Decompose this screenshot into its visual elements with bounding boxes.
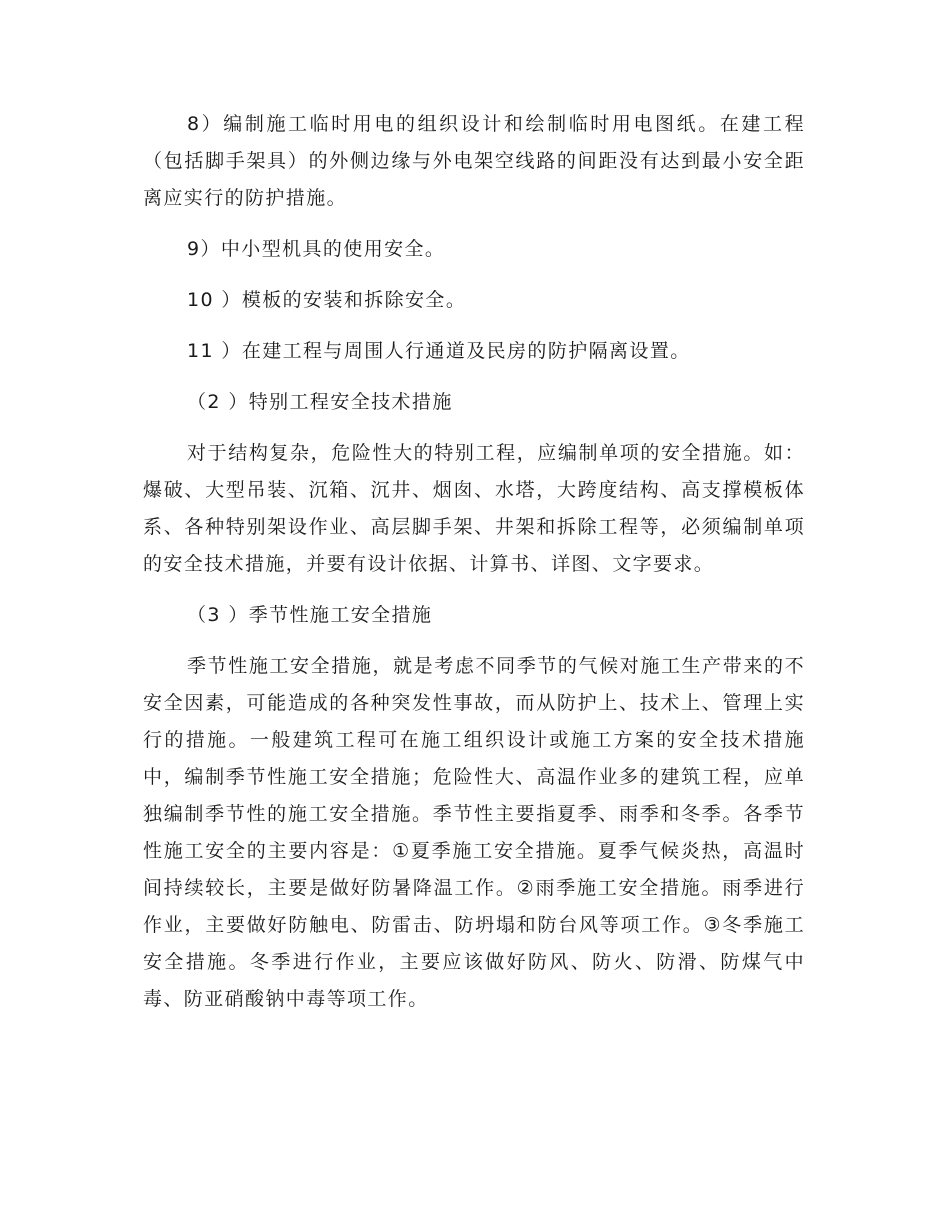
- paragraph-item-9: 9）中小型机具的使用安全。: [187, 238, 446, 260]
- paragraph-special-projects: 对于结构复杂，危险性大的特别工程，应编制单项的安全措施。如：爆破、大型吊装、沉箱、沉井、烟囱、水塔，大跨度结构、高支撑模板体系、各种特别架设作业、高层脚手架、井架和拆除工程等，必须编制单项的安全技术措施，并要有设计依据、计算书、详图、文字要求。: [143, 442, 805, 575]
- paragraph-item-8: 8）编制施工临时用电的组织设计和绘制临时用电图纸。在建工程（包括脚手架具）的外侧边缘与外电架空线路的间距没有达到最小安全距离应实行的防护措施。: [143, 113, 805, 209]
- section-heading-special-projects: （2 ）特别工程安全技术措施: [187, 391, 453, 413]
- paragraph-seasonal: 季节性施工安全措施，就是考虑不同季节的气候对施工生产带来的不安全因素，可能造成的各种突发性事故，而从防护上、技术上、管理上实行的措施。一般建筑工程可在施工组织设计或施工方案的安全技术措施中，编制季节性施工安全措施；危险性大、高温作业多的建筑工程，应单独编制季节性的施工安全措施。季节性主要指夏季、雨季和冬季。各季节性施工安全的主要内容是：①夏季施工安全措施。夏季气候炎热，高温时间持续较长，主要是做好防暑降温工作。②雨季施工安全措施。雨季进行作业，主要做好防触电、防雷击、防坍塌和防台风等项工作。③冬季施工安全措施。冬季进行作业，主要应该做好防风、防火、防滑、防煤气中毒、防亚硝酸钠中毒等项工作。: [143, 655, 805, 1010]
- section-heading-seasonal: （3 ）季节性施工安全措施: [187, 604, 433, 626]
- paragraph-item-11: 11 ）在建工程与周围人行通道及民房的防护隔离设置。: [187, 340, 691, 362]
- document-body: [143, 106, 805, 1018]
- paragraph-item-10: 10 ）模板的安装和拆除安全。: [187, 289, 467, 311]
